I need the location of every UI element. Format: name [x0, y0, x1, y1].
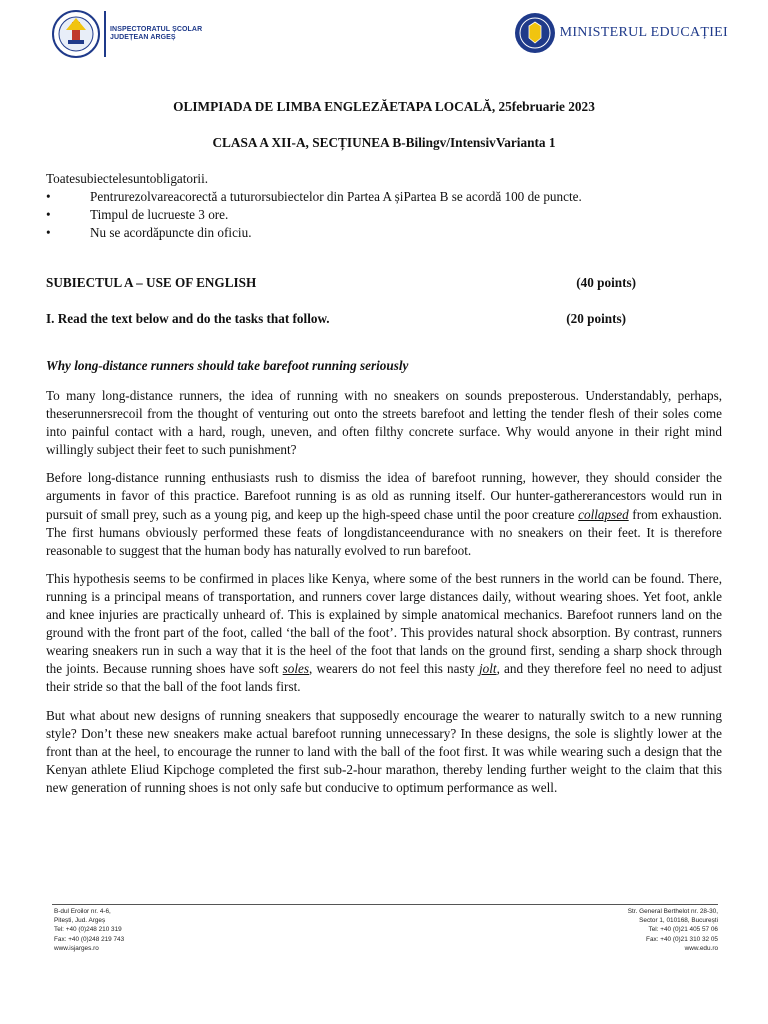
- isj-seal-icon: [52, 10, 100, 58]
- instruction-text: Nu se acordăpuncte din oficiu.: [90, 225, 252, 240]
- task-1-points: (20 points): [566, 311, 626, 326]
- isj-name-line1: INSPECTORATUL ȘCOLAR: [110, 26, 203, 33]
- section-a-heading: [46, 274, 722, 292]
- exam-subtitle: CLASA A XII-A, SECȚIUNEA B-Bilingv/IntensivVarianta 1: [212, 135, 556, 150]
- paragraph-1: To many long-distance runners, the idea of running with no sneakers on sounds preposterous. Understandably, perhaps, theserunnersrecoil from the thought of venturing out onto the streets barefoot and letting the tender flesh of their soles come into painful contact with a hard, rough, uneven, and often filthy concrete surface. Why would anyone in their right mind willingly subject their feet to such punishment?: [46, 388, 722, 458]
- instruction-bullet: [46, 188, 722, 206]
- instruction-text: Pentrurezolvareacorectă a tuturorsubiectelor din Partea A șiPartea B se acordă 100 de puncte.: [90, 189, 582, 204]
- footer-divider: [52, 904, 718, 905]
- footer-line: Fax: +40 (0)248 219 743: [54, 935, 125, 943]
- paragraph-3-text: This hypothesis seems to be confirmed in places like Kenya, where some of the best runners in the world can be found. There, running is a principal means of transportation, and runners cover large distances daily, without wearing shoes. Yet foot, ankle and knee injuries are practically unheard of. This is explained by simple anatomical mechanics. Barefoot runners land on the ground with the front part of the foot, called ‘the ball of the foot’. This provides natural shock absorption. By contrast, runners wearing sneakers run in such a way that it is the heel of the foot that lands on the ground first, sending a sharp shock through the joints. Because running shoes have soft: [46, 570, 722, 677]
- footer-link[interactable]: www.isjarges.ro: [54, 944, 99, 952]
- section-a-label: SUBIECTUL A – USE OF ENGLISH: [46, 275, 257, 290]
- footer-line: Str. General Berthelot nr. 28-30,: [627, 908, 718, 915]
- footer-ministry-address: [628, 907, 718, 953]
- footer-line: B-dul Eroilor nr. 4-6,: [54, 908, 111, 915]
- isj-divider: [104, 11, 106, 57]
- underlined-word: collapsed: [578, 506, 629, 522]
- ministry-seal-icon: [514, 12, 556, 54]
- footer-line: Pitești, Jud. Argeș: [54, 917, 106, 925]
- exam-title: OLIMPIADA DE LIMBA ENGLEZĂETAPA LOCALĂ, 25februarie 2023: [173, 99, 595, 114]
- instruction-text: Timpul de lucrueste 3 ore.: [90, 207, 229, 222]
- instruction-bullet: [46, 224, 722, 242]
- footer-line: Tel: +40 (0)21 405 57 06: [648, 926, 718, 934]
- instructions: [46, 170, 722, 242]
- bullet-icon: •: [46, 189, 51, 204]
- paragraph-3-text: , and they therefore feel no need to adjust their stride so that the ball of the foot lands first.: [46, 661, 722, 695]
- task-1-label: I. Read the text below and do the tasks that follow.: [46, 311, 330, 326]
- isj-name-line2: JUDEȚEAN ARGEȘ: [110, 34, 176, 41]
- ministry-logo: [514, 12, 728, 54]
- paragraph-3-text: , wearers do not feel this nasty: [309, 661, 480, 677]
- paragraph-2-text: Before long-distance running enthusiasts rush to dismiss the idea of barefoot running, however, they should consider the arguments in favor of this practice. Barefoot running is as old as running itself. Our hunter-gathererancestors would run in pursuit of small prey, such as a young pig, and keep up the high-speed chase until the poor creature: [46, 470, 722, 522]
- paragraph-3: [46, 570, 722, 697]
- paragraph-4: But what about new designs of running sneakers that supposedly encourage the wearer to naturally switch to a new running style? Don’t these new sneakers make actual barefoot running unnecessary? In these designs, the sole is slightly lower at the front than at the heel, to encourage the runner to land with the ball of the foot first. It was while wearing such a design that the Kenyan athlete Eliud Kipchoge completed the first sub-2-hour marathon, thereby lending further weight to the claim that this new generation of running shoes is not only safe but conducive to optimum performance as well.: [46, 707, 722, 795]
- reading-text-title: Why long-distance runners should take barefoot running seriously: [46, 358, 409, 373]
- paragraph-2-text: from exhaustion. The first humans obviously performed these feats of longdistanceendurance with no sneakers on their feet. It is therefore reasonable to suggest that the human body has naturally evolved to run barefoot.: [46, 506, 722, 558]
- paragraph-2: [46, 469, 722, 559]
- page-header: [0, 0, 768, 80]
- bullet-icon: •: [46, 225, 51, 240]
- footer-line: Fax: +40 (0)21 310 32 05: [646, 935, 718, 943]
- isj-logo: [52, 10, 202, 58]
- footer-isj-address: [54, 907, 124, 953]
- ministry-name: MINISTERUL EDUCAȚIEI: [559, 25, 728, 40]
- isj-name: [110, 26, 202, 42]
- reading-text: [46, 387, 722, 807]
- task-1-heading: [46, 310, 722, 328]
- footer-link[interactable]: www.edu.ro: [684, 944, 718, 952]
- underlined-word: soles: [282, 661, 310, 677]
- section-a-points: (40 points): [576, 275, 636, 290]
- footer-line: Tel: +40 (0)248 210 319: [54, 926, 122, 934]
- instructions-lead: Toatesubiectelesuntobligatorii.: [46, 171, 209, 186]
- bullet-icon: •: [46, 207, 51, 222]
- footer-line: Sector 1, 010168, București: [639, 917, 718, 925]
- underlined-word: jolt: [479, 661, 497, 677]
- instruction-bullet: [46, 206, 722, 224]
